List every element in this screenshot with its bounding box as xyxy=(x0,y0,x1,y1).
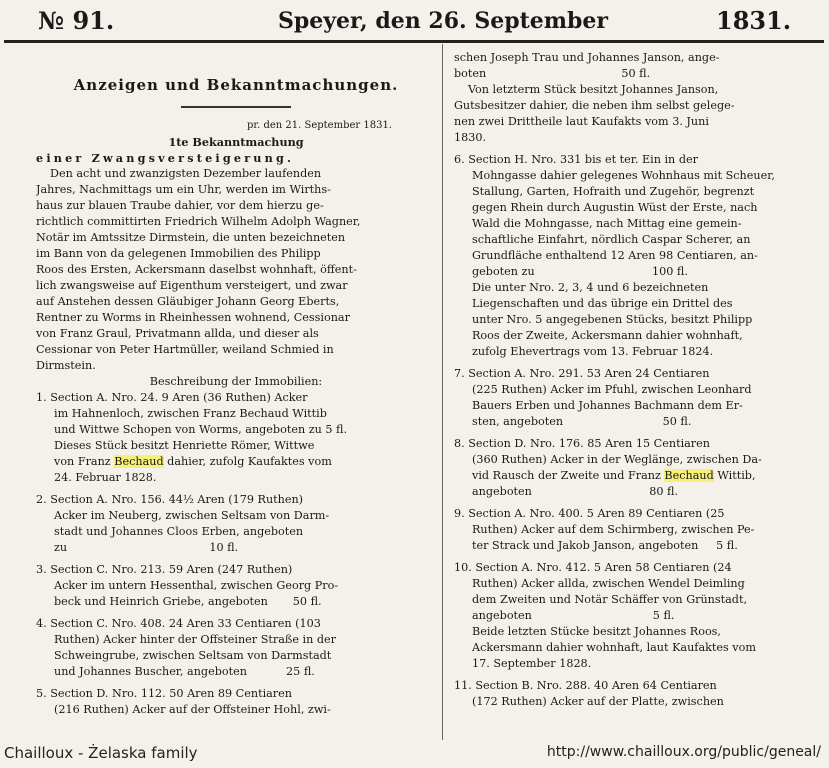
section-title: Anzeigen und Bekanntmachungen. xyxy=(73,76,399,94)
text-line xyxy=(454,468,794,484)
text-line: haus zur blauen Traube dahier, vor dem hierzu ge- xyxy=(36,199,324,212)
item-5 xyxy=(36,686,436,718)
footer-credit: Chailloux - Żelaska family xyxy=(4,744,198,762)
text-line: (360 Ruthen) Acker in der Weglänge, zwischen Da- xyxy=(472,453,762,466)
text-line: Rentner zu Worms in Rheinhessen wohnend, Cessionar xyxy=(36,311,350,324)
text-line: richtlich committirten Friedrich Wilhelm Adolph Wagner, xyxy=(36,215,361,228)
text-line: Roos der Zweite, Ackersmann dahier wohnhaft, xyxy=(472,329,743,342)
text-line: Schweingrube, zwischen Seltsam von Darmstadt xyxy=(54,649,332,662)
text-line: 10. Section A. Nro. 412. 5 Aren 58 Centiaren (24 xyxy=(454,561,732,574)
highlighted-name: Bechaud xyxy=(114,455,164,468)
item-8 xyxy=(454,436,794,500)
text-line: (216 Ruthen) Acker auf der Offsteiner Hohl, zwi- xyxy=(54,703,331,716)
text-line: Liegenschaften und das übrige ein Drittel des xyxy=(472,297,733,310)
text-line: Bauers Erben und Johannes Bachmann dem Er- xyxy=(472,399,743,412)
text-line: Wald die Mohngasse, nach Mittag eine gemein- xyxy=(472,217,742,230)
item-10 xyxy=(454,560,794,672)
item-6 xyxy=(454,152,794,360)
highlighted-name: Bechaud xyxy=(664,469,714,482)
intro-paragraph xyxy=(36,166,436,374)
text-line: Mohngasse dahier gelegenes Wohnhaus mit Scheuer, xyxy=(472,169,775,182)
text-line: 8. Section D. Nro. 176. 85 Aren 15 Centiaren xyxy=(454,437,710,450)
text-line: 17. September 1828. xyxy=(472,657,592,670)
text-line: 1830. xyxy=(454,131,487,144)
text-line: stadt und Johannes Cloos Erben, angeboten xyxy=(54,525,304,538)
text-line: Von letzterm Stück besitzt Johannes Janson, xyxy=(468,83,719,96)
description-heading: Beschreibung der Immobilien: xyxy=(149,375,323,388)
text-line: zu 10 fl. xyxy=(54,541,239,554)
text-line: Gutsbesitzer dahier, die neben ihm selbst gelege- xyxy=(454,99,735,112)
text-line: Stallung, Garten, Hofraith und Zugehör, begrenzt xyxy=(472,185,755,198)
text-line: auf Anstehen dessen Gläubiger Johann Georg Eberts, xyxy=(36,295,340,308)
text-line: Ruthen) Acker hinter der Offsteiner Straße in der xyxy=(54,633,337,646)
text-line: beck und Heinrich Griebe, angeboten 50 fl. xyxy=(54,595,322,608)
text-line: unter Nro. 5 angegebenen Stücks, besitzt Philipp xyxy=(472,313,753,326)
received-date: pr. den 21. September 1831. xyxy=(247,120,392,131)
text-line: ter Strack und Jakob Janson, angeboten 5 fl. xyxy=(472,539,738,552)
text-line: Beide letzten Stücke besitzt Johannes Roos, xyxy=(472,625,721,638)
text-line: Acker im Neuberg, zwischen Seltsam von Darm- xyxy=(54,509,330,522)
text-fragment: von Franz xyxy=(54,455,115,468)
column-divider xyxy=(442,44,443,744)
text-line: gegen Rhein durch Augustin Wüst der Erste, nach xyxy=(472,201,758,214)
item-11 xyxy=(454,678,794,710)
text-line: 6. Section H. Nro. 331 bis et ter. Ein in der xyxy=(454,153,698,166)
text-line: Roos des Ersten, Ackersmann daselbst wohnhaft, öffent- xyxy=(36,263,357,276)
text-line: sten, angeboten 50 fl. xyxy=(472,415,692,428)
masthead xyxy=(0,4,829,38)
text-line: im Hahnenloch, zwischen Franz Bechaud Wittib xyxy=(54,407,327,420)
item-1 xyxy=(36,390,436,486)
text-line: von Franz Graul, Privatmann allda, und dieser als xyxy=(36,327,319,340)
item-2 xyxy=(36,492,436,556)
text-line: im Bann von da gelegenen Immobilien des Philipp xyxy=(36,247,321,260)
text-line: angeboten 80 fl. xyxy=(472,485,679,498)
text-line: schen Joseph Trau und Johannes Janson, ange- xyxy=(454,51,720,64)
text-line: 9. Section A. Nro. 400. 5 Aren 89 Centiaren (25 xyxy=(454,507,725,520)
text-line: Den acht und zwanzigsten Dezember laufenden xyxy=(50,167,322,180)
item-5-continued xyxy=(454,50,794,146)
footer-bar xyxy=(0,740,829,768)
right-column xyxy=(454,50,794,710)
text-line: Ackersmann dahier wohnhaft, laut Kaufaktes vom xyxy=(472,641,756,654)
item-7 xyxy=(454,366,794,430)
text-line: (225 Ruthen) Acker im Pfuhl, zwischen Leonhard xyxy=(472,383,752,396)
item-3 xyxy=(36,562,436,610)
text-line: 7. Section A. Nro. 291. 53 Aren 24 Centiaren xyxy=(454,367,710,380)
text-line: Grundfläche enthaltend 12 Aren 98 Centiaren, an- xyxy=(472,249,758,262)
header-rule xyxy=(4,40,824,43)
text-line: 4. Section C. Nro. 408. 24 Aren 33 Centiaren (103 xyxy=(36,617,321,630)
announcement-ordinal: 1te Bekanntmachung xyxy=(168,135,304,149)
issue-year: 1831. xyxy=(716,6,792,35)
footer-url[interactable]: http://www.chailloux.org/public/geneal/ xyxy=(546,744,821,760)
text-line: angeboten 5 fl. xyxy=(472,609,675,622)
text-line: 24. Februar 1828. xyxy=(54,471,157,484)
text-line: geboten zu 100 fl. xyxy=(472,265,688,278)
text-line: 11. Section B. Nro. 288. 40 Aren 64 Centiaren xyxy=(454,679,717,692)
place-date: Speyer, den 26. September xyxy=(278,8,608,34)
text-line: und Wittwe Schopen von Worms, angeboten zu 5 fl. xyxy=(54,423,348,436)
text-line: Notär im Amtssitze Dirmstein, die unten bezeichneten xyxy=(36,231,346,244)
announcement-title: einer Zwangsversteigerung. xyxy=(36,151,295,165)
text-line: lich zwangsweise auf Eigenthum versteigert, und zwar xyxy=(36,279,348,292)
text-line: Jahres, Nachmittags um ein Uhr, werden im Wirths- xyxy=(36,183,331,196)
text-line xyxy=(36,454,436,470)
text-line: 1. Section A. Nro. 24. 9 Aren (36 Ruthen) Acker xyxy=(36,391,308,404)
text-line: zufolg Ehevertrags vom 13. Februar 1824. xyxy=(472,345,714,358)
item-4 xyxy=(36,616,436,680)
text-line: 5. Section D. Nro. 112. 50 Aren 89 Centiaren xyxy=(36,687,292,700)
text-line: Acker im untern Hessenthal, zwischen Georg Pro- xyxy=(54,579,339,592)
text-line: Ruthen) Acker allda, zwischen Wendel Deimling xyxy=(472,577,745,590)
text-fragment: dahier, zufolg Kaufaktes vom xyxy=(163,455,332,468)
item-9 xyxy=(454,506,794,554)
section-rule xyxy=(181,106,291,108)
text-fragment: Wittib, xyxy=(713,469,756,482)
left-column xyxy=(36,60,436,718)
text-line: Ruthen) Acker auf dem Schirmberg, zwischen Pe- xyxy=(472,523,755,536)
text-line: 2. Section A. Nro. 156. 44½ Aren (179 Ruthen) xyxy=(36,493,304,506)
text-line: nen zwei Drittheile laut Kaufakts vom 3. Juni xyxy=(454,115,709,128)
text-line: Cessionar von Peter Hartmüller, weiland Schmied in xyxy=(36,343,334,356)
text-line: schaftliche Einfahrt, nördlich Caspar Scherer, an xyxy=(472,233,751,246)
text-fragment: vid Rausch der Zweite und Franz xyxy=(472,469,665,482)
text-line: Dieses Stück besitzt Henriette Römer, Wittwe xyxy=(54,439,315,452)
text-line: (172 Ruthen) Acker auf der Platte, zwischen xyxy=(472,695,724,708)
text-line: boten 50 fl. xyxy=(454,67,651,80)
text-line: dem Zweiten und Notär Schäffer von Grünstadt, xyxy=(472,593,748,606)
text-line: Die unter Nro. 2, 3, 4 und 6 bezeichneten xyxy=(472,281,709,294)
text-line: 3. Section C. Nro. 213. 59 Aren (247 Ruthen) xyxy=(36,563,293,576)
issue-number: № 91. xyxy=(38,6,115,35)
text-line: Dirmstein. xyxy=(36,359,96,372)
text-line: und Johannes Buscher, angeboten 25 fl. xyxy=(54,665,315,678)
